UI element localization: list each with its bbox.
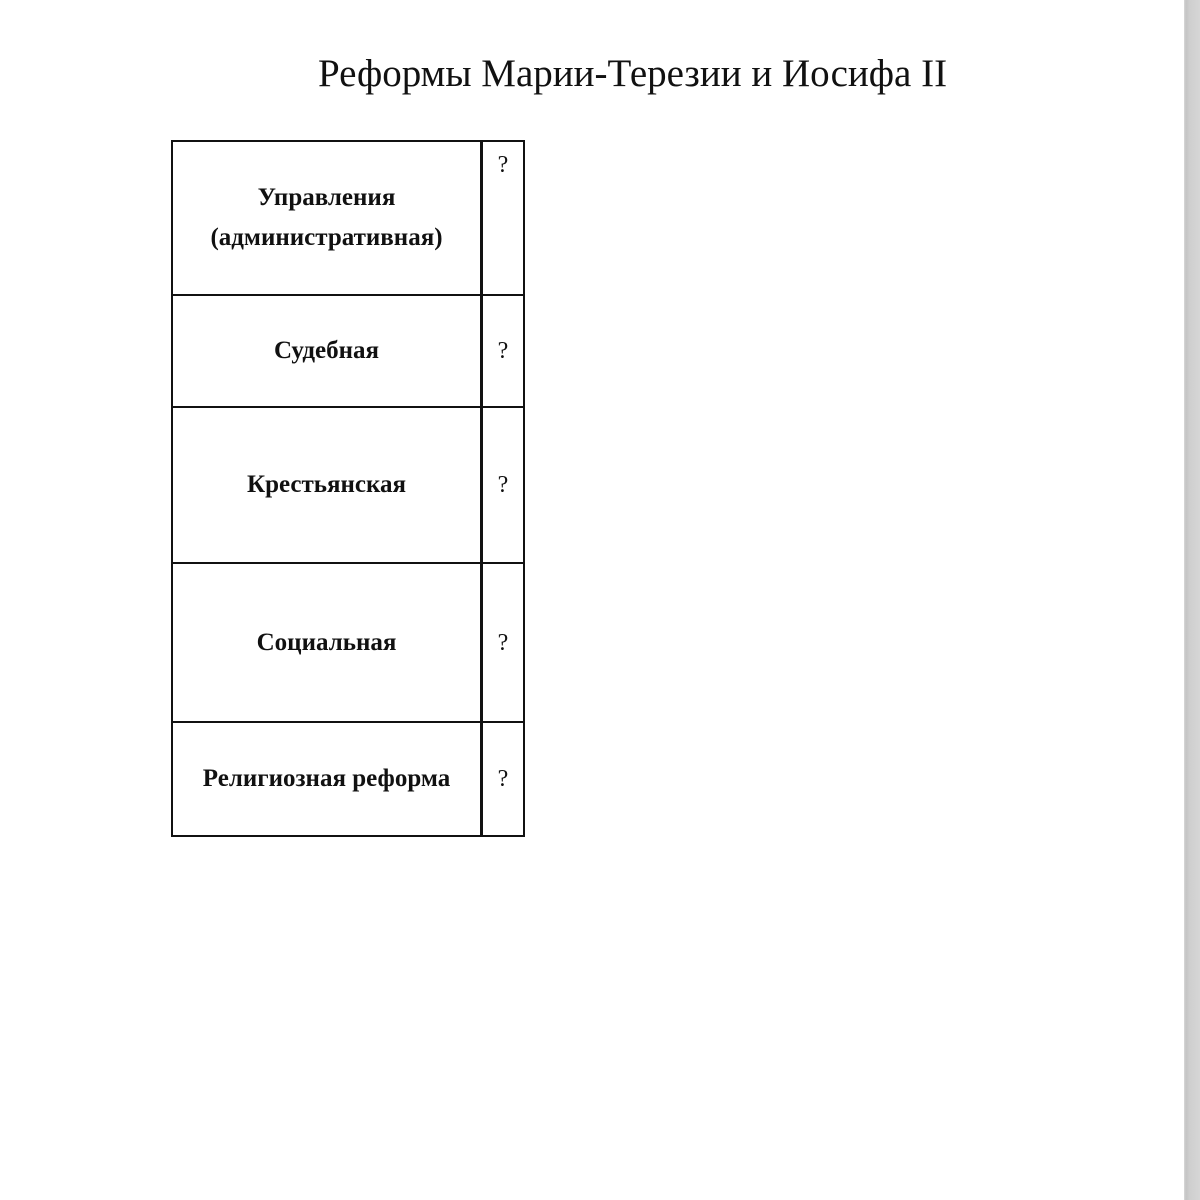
page-edge-shadow [1184,0,1200,1200]
reform-answer-social: ? [482,563,525,722]
reform-label-line: (административная) [210,224,443,251]
reform-label-religious: Религиозная реформа [172,722,482,836]
table-row [172,563,524,722]
reform-label-administrative [172,141,482,295]
reform-answer-administrative: ? [482,141,525,295]
reform-label-social: Социальная [172,563,482,722]
reforms-table [171,140,525,837]
reform-label-judicial: Судебная [172,295,482,407]
table-row [172,141,524,295]
document-title: Реформы Марии-Терезии и Иосифа II [318,52,948,95]
reform-answer-peasant: ? [482,407,525,563]
reform-answer-religious: ? [482,722,525,836]
table-row [172,722,524,836]
reform-label-line: Управления [257,184,396,211]
table-row [172,407,524,563]
reform-label-peasant: Крестьянская [172,407,482,563]
table-row [172,295,524,407]
reform-answer-judicial: ? [482,295,525,407]
